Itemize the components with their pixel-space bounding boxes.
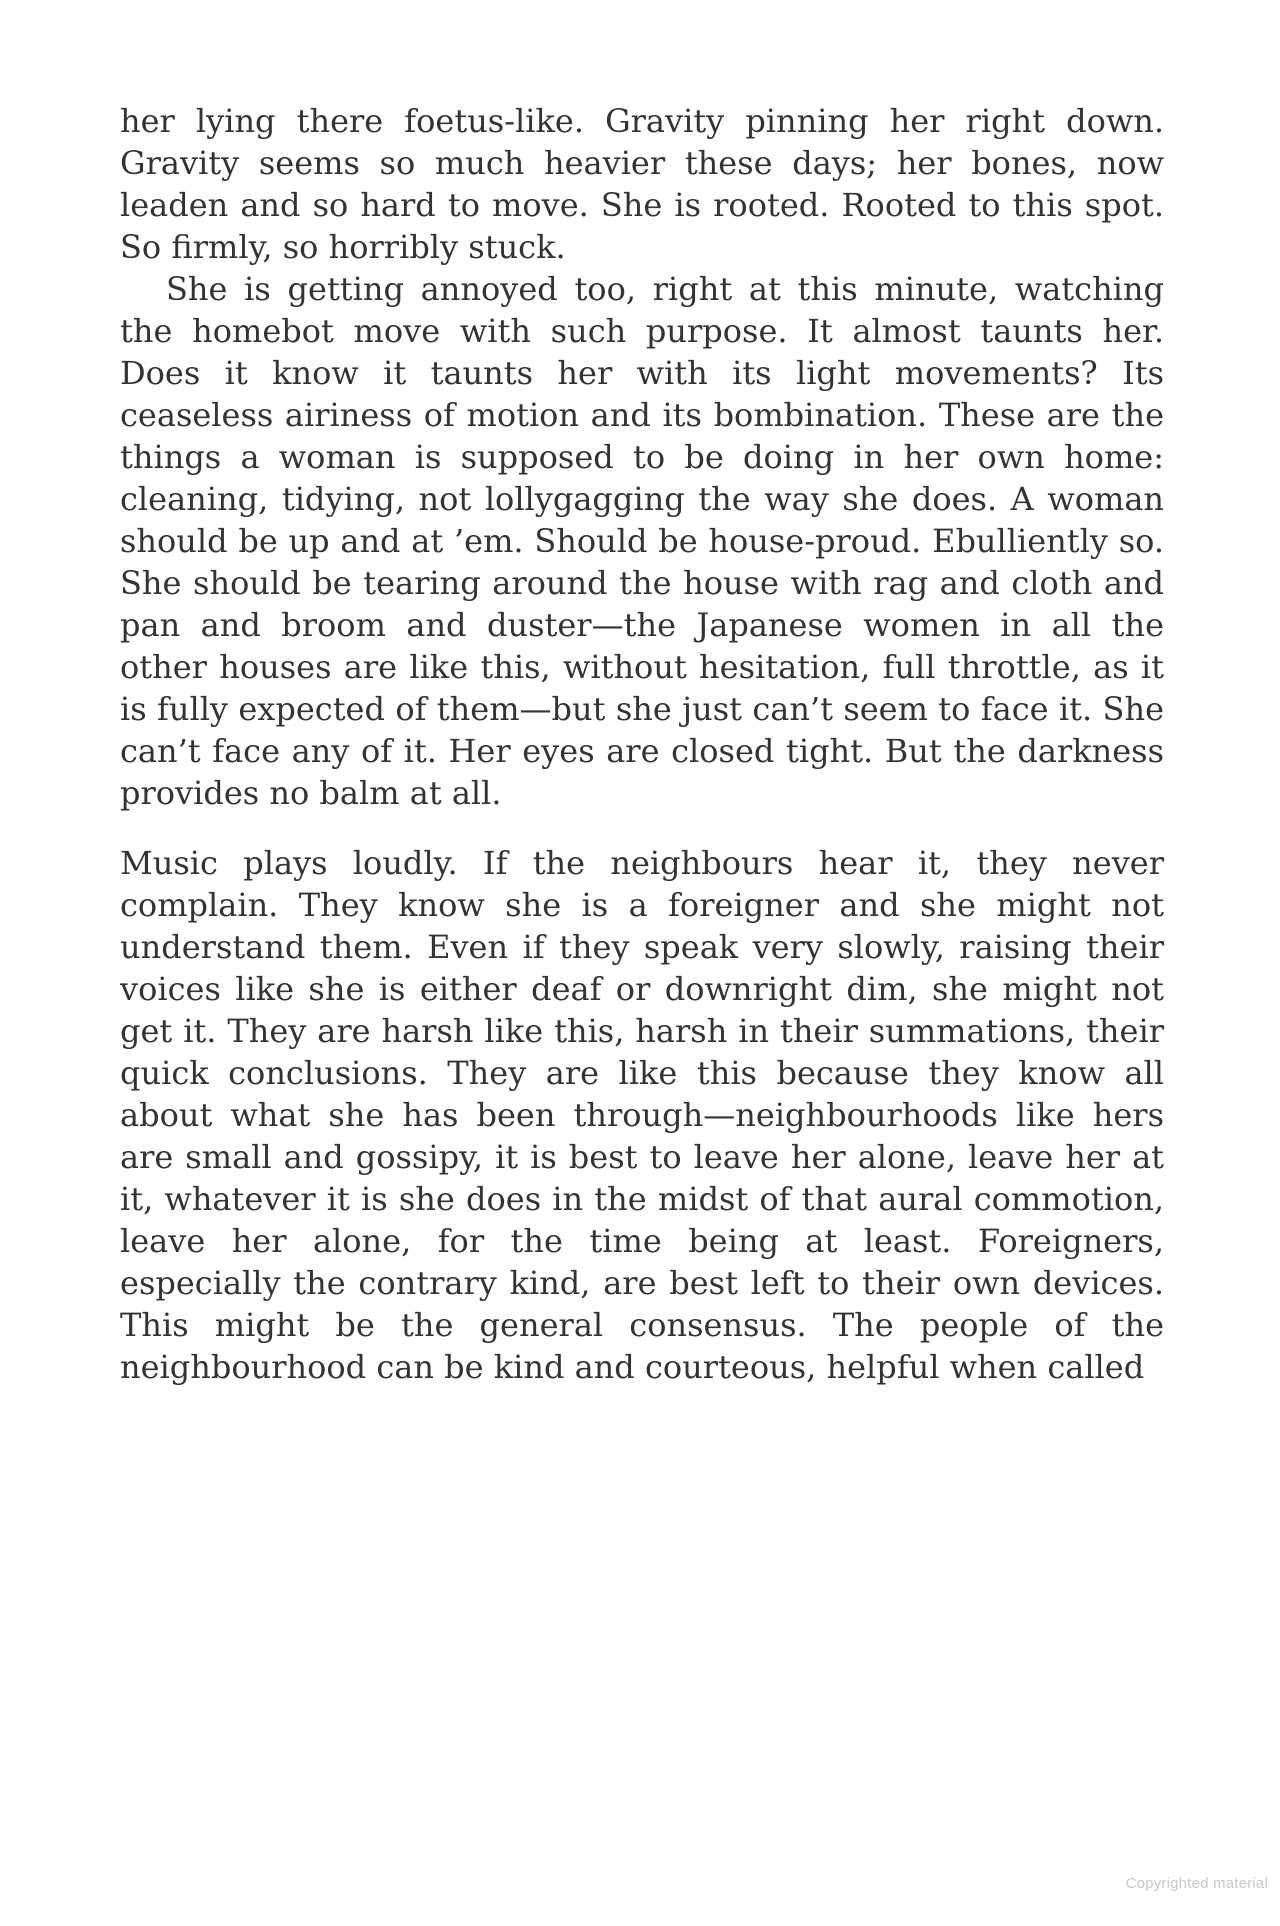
paragraph: She is getting annoyed too, right at this minute, watching the homebot move with such purpose. It almost taunts her. Does it know it taunts her with its light movements? Its ceaseless airiness of motion and its bombination. These are the things a woman is supposed to be doing in her own home: cleaning, tidying, not lollygagging the way she does. A woman should be up and at ’em. Should be house-proud. Ebulliently so. She should be tearing around the house with rag and cloth and pan and broom and duster—the Japanese women in all the other houses are like this, without hesitation, full throttle, as it is fully expected of them—but she just can’t seem to face it. She can’t face any of it. Her eyes are closed tight. But the darkness provides no balm at all. <box>120 270 1164 812</box>
paragraph-continuation: her lying there foetus-like. Gravity pinning her right down. Gravity seems so much heavier these days; her bones, now leaden and so hard to move. She is rooted. Rooted to this spot. So firmly, so horribly stuck. <box>120 102 1164 266</box>
copyright-notice: Copyrighted material <box>1125 1875 1268 1892</box>
page-text-block <box>120 100 1164 1388</box>
paragraph: Music plays loudly. If the neighbours hear it, they never complain. They know she is a foreigner and she might not understand them. Even if they speak very slowly, raising their voices like she is either deaf or downright dim, she might not get it. They are harsh like this, harsh in their summations, their quick conclusions. They are like this because they know all about what she has been through—neighbourhoods like hers are small and gossipy, it is best to leave her alone, leave her at it, whatever it is she does in the midst of that aural commotion, leave her alone, for the time being at least. Foreigners, especially the contrary kind, are best left to their own devices. This might be the general consensus. The people of the neighbourhood can be kind and courteous, helpful when called <box>120 844 1164 1386</box>
